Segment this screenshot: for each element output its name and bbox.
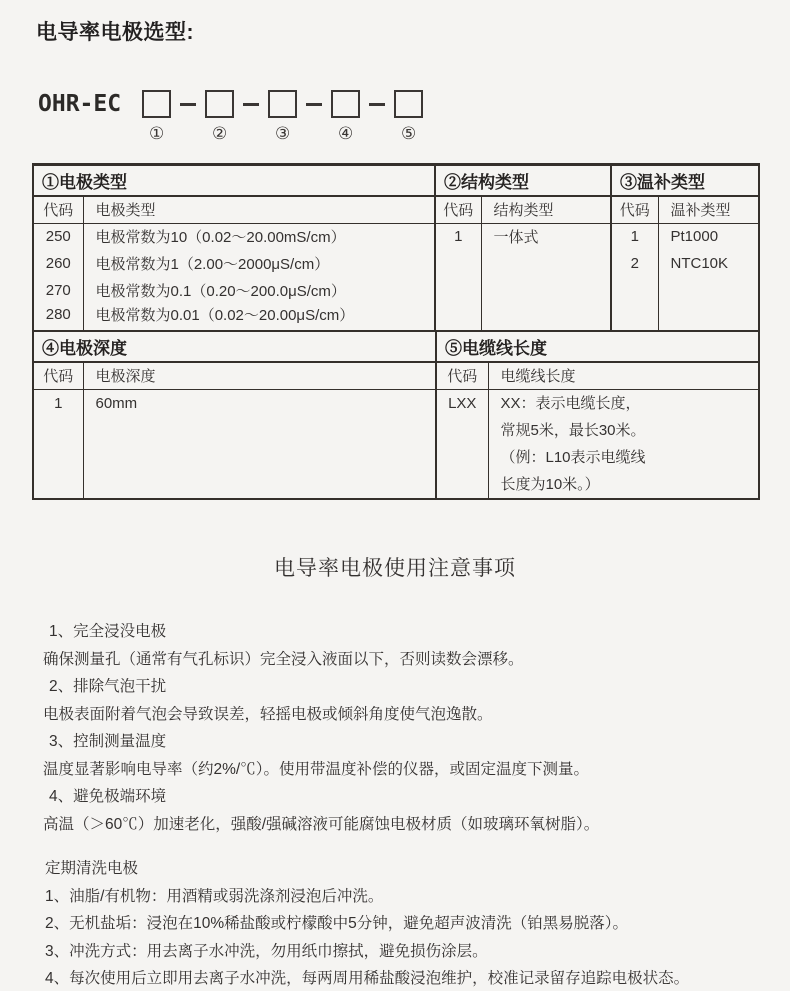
code-cell: 1 bbox=[611, 223, 658, 250]
code-cell: 2 bbox=[611, 250, 658, 277]
dash-separator bbox=[306, 103, 322, 106]
code-cell: LXX bbox=[436, 389, 488, 499]
selection-table bbox=[32, 163, 758, 500]
cleaning-section bbox=[45, 855, 765, 991]
cable-note-line: XX：表示电缆长度， bbox=[500, 394, 641, 412]
empty-cell bbox=[435, 304, 481, 331]
cleaning-item: 2、无机盐垢：浸泡在10%稀盐酸或柠檬酸中5分钟，避免超声波清洗（铂黑易脱落）。 bbox=[45, 915, 629, 932]
note-item-body: 高温（＞60℃）加速老化，强酸/强碱溶液可能腐蚀电极材质（如玻璃环氧树脂）。 bbox=[43, 815, 600, 833]
section-header-electrode-type: ①电极类型 bbox=[33, 165, 435, 197]
table-row bbox=[33, 389, 759, 499]
dash-separator bbox=[243, 103, 259, 106]
model-code-slot bbox=[331, 90, 360, 144]
value-cell: 一体式 bbox=[481, 223, 611, 250]
model-code-box bbox=[331, 90, 360, 118]
note-item-head: 3、控制测量温度 bbox=[49, 733, 167, 750]
dash-separator bbox=[369, 103, 385, 106]
cleaning-item: 3、冲洗方式：用去离子水冲洗，勿用纸巾擦拭，避免损伤涂层。 bbox=[45, 942, 488, 960]
position-number: ① bbox=[148, 124, 165, 143]
note-item-body: 温度显著影响电导率（约2%/℃）。使用带温度补偿的仪器，或固定温度下测量。 bbox=[43, 760, 589, 778]
empty-cell bbox=[481, 250, 611, 277]
value-cell-multiline bbox=[488, 389, 759, 499]
value-cell: 电极常数为1（2.00～2000μS/cm） bbox=[83, 250, 435, 277]
empty-cell bbox=[435, 250, 481, 277]
position-number: ② bbox=[211, 124, 228, 143]
cleaning-item: 1、油脂/有机物：用酒精或弱洗涤剂浸泡后冲洗。 bbox=[45, 887, 384, 905]
code-cell: 250 bbox=[45, 228, 71, 246]
empty-cell bbox=[611, 277, 658, 304]
column-header-code: 代码 bbox=[33, 362, 83, 389]
section-header-structure-type: ②结构类型 bbox=[435, 165, 611, 197]
cable-note-line: （例：L10表示电缆线 bbox=[500, 448, 646, 466]
code-cell: 280 bbox=[45, 306, 71, 323]
note-item-head: 2、排除气泡干扰 bbox=[49, 678, 167, 695]
column-header-value: 电缆线长度 bbox=[488, 362, 759, 389]
position-number: ⑤ bbox=[400, 124, 417, 143]
page-title: 电导率电极选型: bbox=[36, 21, 194, 44]
position-number: ③ bbox=[274, 124, 291, 143]
cleaning-item: 4、每次使用后立即用去离子水冲洗，每两周用稀盐酸浸泡维护，校准记录留存追踪电极状态。 bbox=[45, 970, 690, 987]
model-prefix: OHR-EC bbox=[38, 91, 122, 117]
column-header-code: 代码 bbox=[435, 196, 481, 223]
notes-list bbox=[43, 618, 760, 838]
note-item-body: 确保测量孔（通常有气孔标识）完全浸入液面以下，否则读数会漂移。 bbox=[43, 650, 524, 668]
model-code-diagram bbox=[38, 90, 790, 144]
model-code-box bbox=[268, 90, 297, 118]
empty-cell bbox=[611, 304, 658, 331]
table-row bbox=[33, 277, 759, 304]
note-item-head: 1、完全浸没电极 bbox=[49, 623, 167, 640]
section-header-electrode-depth: ④电极深度 bbox=[33, 332, 436, 362]
section-header-cable-length: ⑤电缆线长度 bbox=[436, 332, 759, 362]
column-header-value: 结构类型 bbox=[481, 196, 611, 223]
code-cell: 1 bbox=[435, 223, 481, 250]
column-header-code: 代码 bbox=[611, 196, 658, 223]
value-cell: 电极常数为0.1（0.20～200.0μS/cm） bbox=[83, 277, 435, 304]
empty-cell bbox=[658, 304, 759, 331]
model-code-slot bbox=[394, 90, 423, 144]
column-header-row bbox=[33, 196, 759, 223]
cable-note-line: 常规5米，最长30米。 bbox=[500, 421, 646, 439]
empty-cell bbox=[658, 277, 759, 304]
note-item-head: 4、避免极端环境 bbox=[49, 788, 167, 805]
notes-title: 电导率电极使用注意事项 bbox=[274, 557, 516, 580]
section-header-row bbox=[33, 165, 759, 197]
column-header-row bbox=[33, 362, 759, 389]
section-header-temp-comp-type: ③温补类型 bbox=[611, 165, 759, 197]
cleaning-title: 定期清洗电极 bbox=[45, 860, 139, 877]
value-cell: Pt1000 bbox=[658, 223, 759, 250]
value-cell: 电极常数为10（0.02～20.00mS/cm） bbox=[83, 223, 435, 250]
position-number: ④ bbox=[337, 124, 354, 143]
empty-cell bbox=[481, 304, 611, 331]
table-row bbox=[33, 223, 759, 250]
column-header-value: 电极深度 bbox=[83, 362, 436, 389]
selection-table-bottom bbox=[32, 332, 760, 500]
model-code-slot bbox=[268, 90, 297, 144]
cable-note-line: 长度为10米。） bbox=[500, 475, 600, 493]
note-item-body: 电极表面附着气泡会导致误差，轻摇电极或倾斜角度使气泡逸散。 bbox=[43, 705, 493, 723]
code-cell: 270 bbox=[45, 282, 71, 299]
model-code-box bbox=[142, 90, 171, 118]
table-row bbox=[33, 250, 759, 277]
section-header-row bbox=[33, 332, 759, 362]
model-code-slot bbox=[142, 90, 171, 144]
column-header-value: 电极类型 bbox=[83, 196, 435, 223]
empty-cell bbox=[481, 277, 611, 304]
table-row bbox=[33, 304, 759, 331]
value-cell: 60mm bbox=[83, 389, 436, 499]
model-code-box bbox=[394, 90, 423, 118]
model-code-slot bbox=[205, 90, 234, 144]
dash-separator bbox=[180, 103, 196, 106]
column-header-value: 温补类型 bbox=[658, 196, 759, 223]
empty-cell bbox=[435, 277, 481, 304]
value-cell: 电极常数为0.01（0.02～20.00μS/cm） bbox=[83, 304, 435, 331]
code-cell: 1 bbox=[54, 394, 63, 412]
value-cell: NTC10K bbox=[658, 250, 759, 277]
code-cell: 260 bbox=[45, 255, 71, 272]
model-code-box bbox=[205, 90, 234, 118]
column-header-code: 代码 bbox=[436, 362, 488, 389]
column-header-code: 代码 bbox=[33, 196, 83, 223]
selection-table-top bbox=[32, 163, 760, 332]
